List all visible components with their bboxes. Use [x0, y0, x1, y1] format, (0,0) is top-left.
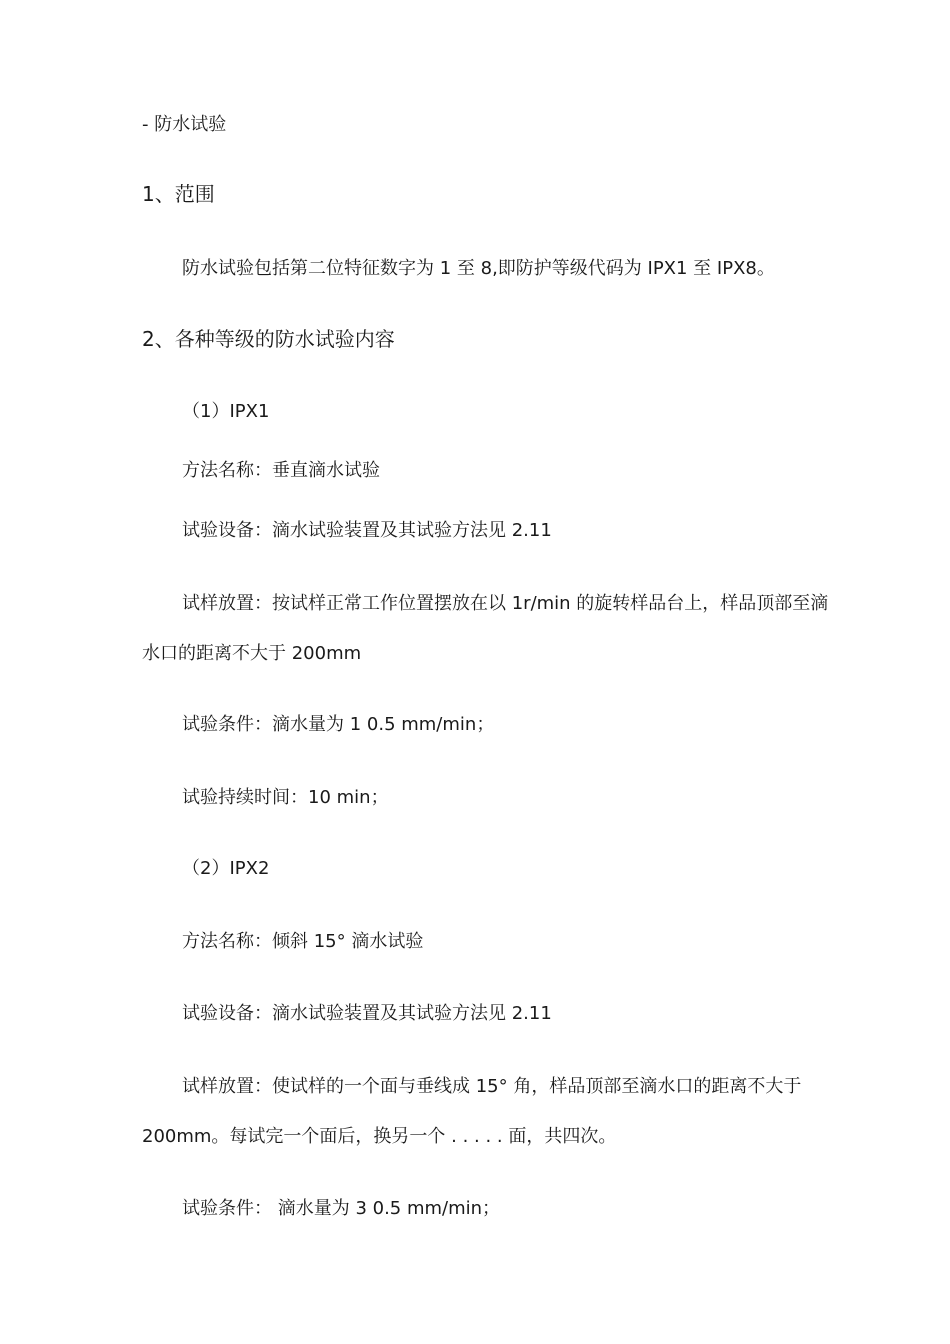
ipx1-label: （1）IPX1: [182, 401, 270, 422]
ipx2-label: （2）IPX2: [182, 858, 270, 879]
ipx1-condition: 试验条件：滴水量为 1 0.5 mm/min；: [182, 714, 495, 735]
document-title: - 防水试验: [142, 114, 227, 135]
section-2-heading: 2、各种等级的防水试验内容: [142, 327, 395, 351]
ipx1-method: 方法名称：垂直滴水试验: [182, 460, 380, 481]
section-1-body: 防水试验包括第二位特征数字为 1 至 8,即防护等级代码为 IPX1 至 IPX8。: [182, 258, 775, 279]
ipx2-placement-line-2: 200mm。每试完一个面后，换另一个 . . . . . 面，共四次。: [142, 1126, 617, 1147]
ipx2-placement-line-1: 试样放置：使试样的一个面与垂线成 15° 角，样品顶部至滴水口的距离不大于: [182, 1076, 802, 1097]
ipx1-duration: 试验持续时间：10 min；: [182, 787, 389, 808]
ipx1-placement-line-2: 水口的距离不大于 200mm: [142, 643, 362, 664]
ipx2-condition: 试验条件： 滴水量为 3 0.5 mm/min；: [182, 1198, 501, 1219]
section-1-heading: 1、范围: [142, 182, 215, 206]
ipx2-equipment: 试验设备：滴水试验装置及其试验方法见 2.11: [182, 1003, 552, 1024]
ipx1-equipment: 试验设备：滴水试验装置及其试验方法见 2.11: [182, 520, 552, 541]
ipx1-placement-line-1: 试样放置：按试样正常工作位置摆放在以 1r/min 的旋转样品台上，样品顶部至滴: [182, 593, 829, 614]
ipx2-method: 方法名称：倾斜 15° 滴水试验: [182, 931, 424, 952]
